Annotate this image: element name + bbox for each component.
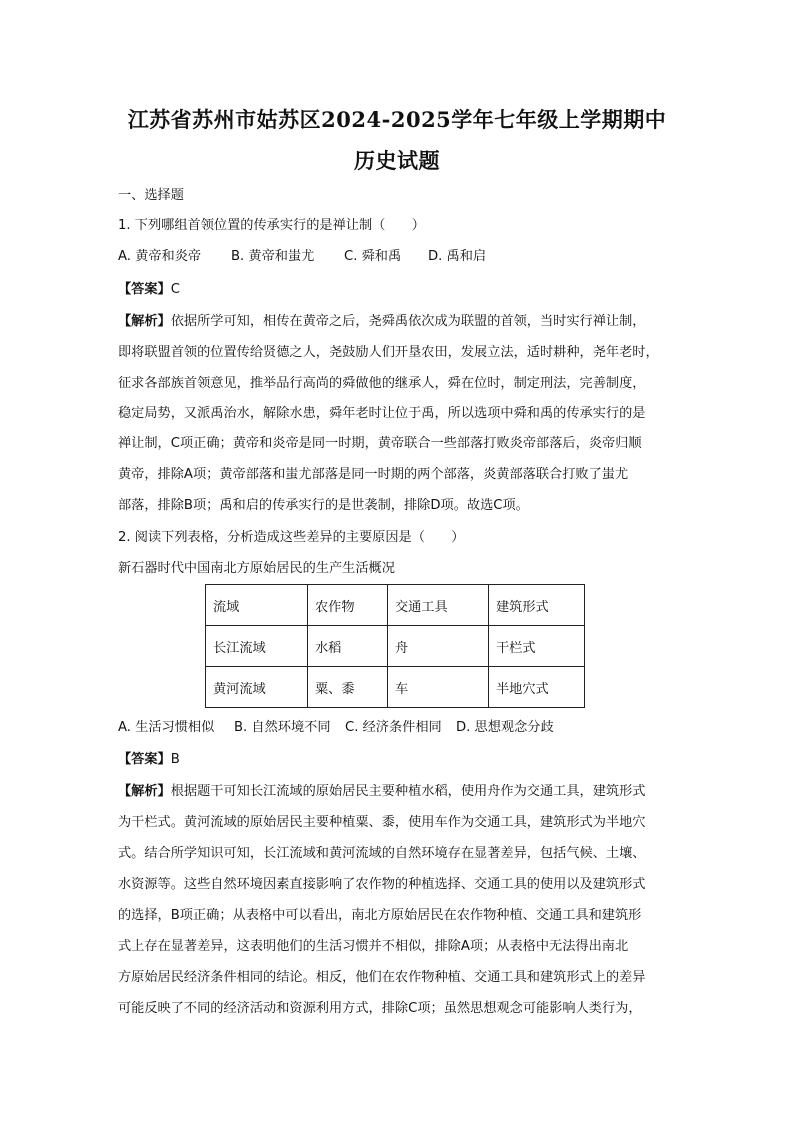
q2-option-a: A. 生活习惯相似 [118,720,215,735]
q1-stem: 1. 下列哪组首领位置的传承实行的是禅让制（ ） [118,218,425,233]
q2-analysis-text: 根据题干可知长江流域的原始居民主要种植水稻，使用舟作为交通工具，建筑形式 [170,784,646,799]
page-title: 江苏省苏州市姑苏区2024-2025学年七年级上学期期中 [127,107,667,132]
q2-answer-tag: 【答案】 [118,752,171,767]
q1-analysis-line: 征求各部族首领意见，推举品行高尚的舜做他的继承人，舜在位时，制定刑法，完善制度， [118,376,646,391]
q1-options [118,247,678,267]
table-cell: 建筑形式 [489,585,585,626]
q2-answer-value: B [170,752,180,767]
comparison-table [205,584,585,708]
table-cell: 农作物 [308,585,388,626]
table-cell: 交通工具 [388,585,489,626]
table-cell: 长江流域 [206,626,308,667]
table-cell: 黄河流域 [206,667,308,708]
q2-option-d: D. 思想观念分歧 [456,720,554,735]
table-caption: 新石器时代中国南北方原始居民的生产生活概况 [118,561,395,576]
q2-option-c: C. 经济条件相同 [345,720,442,735]
table-cell: 舟 [388,626,489,667]
q1-analysis-line: 部落，排除B项；禹和启的传承实行的是世袭制，排除D项。故选C项。 [118,498,529,513]
q1-analysis-line: 稳定局势，又派禹治水，解除水患，舜年老时让位于禹，所以选项中舜和禹的传承实行的是 [118,406,646,421]
q1-analysis-line [118,312,678,332]
q1-analysis-tag: 【解析】 [118,314,171,329]
table-cell: 半地穴式 [489,667,585,708]
q1-analysis-line: 禅让制，C项正确；黄帝和炎帝是同一时期，黄帝联合一些部落打败炎帝部落后，炎帝归顺 [118,436,642,451]
q2-analysis-line: 水资源等。这些自然环境因素直接影响了农作物的种植选择、交通工具的使用以及建筑形式 [118,877,646,892]
q2-analysis-line: 式。结合所学知识可知，长江流域和黄河流域的自然环境存在显著差异，包括气候、土壤、 [118,846,646,861]
q2-analysis-tag: 【解析】 [118,784,171,799]
q1-option-b: B. 黄帝和蚩尤 [231,249,315,264]
q2-option-b: B. 自然环境不同 [234,720,331,735]
table-row [206,667,585,708]
q2-analysis-line [118,782,678,802]
table-cell: 干栏式 [489,626,585,667]
q2-options [118,718,678,738]
table-cell: 粟、黍 [308,667,388,708]
table-cell: 流域 [206,585,308,626]
q2-analysis-line: 方原始居民经济条件相同的结论。相反，他们在农作物种植、交通工具和建筑形式上的差异 [118,970,646,985]
q1-option-a: A. 黄帝和炎帝 [118,249,202,264]
section-heading: 一、选择题 [118,188,184,203]
q1-answer [118,280,678,300]
q1-analysis-line: 黄帝，排除A项；黄帝部落和蚩尤部落是同一时期的两个部落，炎黄部落联合打败了蚩尤 [118,467,629,482]
q2-answer [118,750,678,770]
q2-analysis-line: 可能反映了不同的经济活动和资源利用方式，排除C项；虽然思想观念可能影响人类行为， [118,1001,642,1016]
q2-analysis-line: 为干栏式。黄河流域的原始居民主要种植粟、黍，使用车作为交通工具，建筑形式为半地穴 [118,815,646,830]
q2-analysis-line: 式上存在显著差异，这表明他们的生活习惯并不相似，排除A项；从表格中无法得出南北 [118,939,629,954]
q1-option-d: D. 禹和启 [428,249,487,264]
table-cell: 水稻 [308,626,388,667]
q1-option-c: C. 舜和禹 [344,249,402,264]
q1-analysis-text: 依据所学可知，相传在黄帝之后，尧舜禹依次成为联盟的首领，当时实行禅让制， [170,314,646,329]
page-subtitle: 历史试题 [354,148,440,173]
q1-answer-value: C [170,282,180,297]
table-header-row [206,585,585,626]
q2-stem: 2. 阅读下列表格，分析造成这些差异的主要原因是（ ） [118,530,465,545]
q1-analysis-line: 即将联盟首领的位置传给贤德之人，尧鼓励人们开垦农田，发展立法，适时耕种，尧年老时， [118,345,659,360]
q2-analysis-line: 的选择，B项正确；从表格中可以看出，南北方原始居民在农作物种植、交通工具和建筑形 [118,908,642,923]
table-cell: 车 [388,667,489,708]
q1-answer-tag: 【答案】 [118,282,171,297]
table-row [206,626,585,667]
